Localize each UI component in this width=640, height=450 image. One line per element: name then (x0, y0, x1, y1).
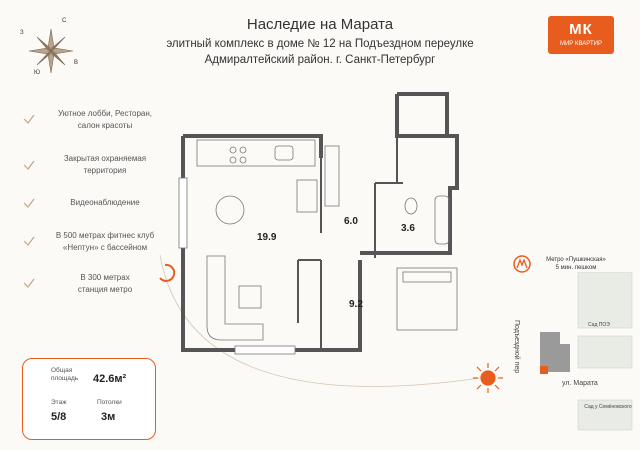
subtitle-line-1: элитный комплекс в доме № 12 на Подъездном переулке (166, 38, 474, 50)
compass-south: Ю (34, 70, 41, 76)
compass-east: В (74, 60, 79, 66)
room-area-living: 19.9 (257, 232, 277, 243)
ceiling-label: Потолки (97, 399, 122, 406)
park-label: Сад у Семёновского (584, 404, 632, 410)
location-map (540, 272, 636, 440)
feature-item: Закрытая охраняемая территория (63, 154, 147, 175)
sun-icon (470, 360, 506, 396)
apartment-stats (22, 358, 156, 440)
ceiling-value: 3м (101, 411, 116, 423)
street-label: ул. Марата (562, 380, 598, 387)
yard-label: Сад ПОЭ (588, 322, 610, 328)
metro-walk: 5 мин. пешком (555, 265, 597, 271)
logo-text: МИР КВАРТИР (560, 41, 602, 47)
room-area-bath: 3.6 (401, 223, 415, 234)
feature-item: Видеонаблюдение (70, 198, 140, 207)
area-label: Общая площадь (51, 367, 79, 382)
compass-west: З (20, 30, 24, 36)
feature-item: В 300 метрах станция метро (77, 273, 133, 294)
metro-name: Метро «Пушкинская» (546, 257, 606, 263)
area-value: 42.6м² (93, 373, 127, 385)
room-area-hall: 6.0 (344, 216, 358, 227)
floor-label: Этаж (51, 399, 67, 406)
floor-plan (175, 88, 470, 360)
room-area-bedroom: 9.2 (349, 299, 363, 310)
floor-value: 5/8 (51, 411, 67, 423)
metro-info (528, 256, 624, 272)
lane-label: Подъездной пер (513, 320, 520, 374)
logo-mark: МК (569, 21, 593, 38)
feature-item: Уютное лобби, Ресторан, салон красоты (57, 109, 153, 130)
page-title: Наследие на Марата (246, 16, 394, 33)
compass-north: С (62, 18, 67, 24)
subtitle-line-2: Адмиралтейский район. г. Санкт-Петербург (204, 54, 436, 66)
feature-item: В 500 метрах фитнес клуб «Нептун» с бассейном (55, 231, 155, 252)
